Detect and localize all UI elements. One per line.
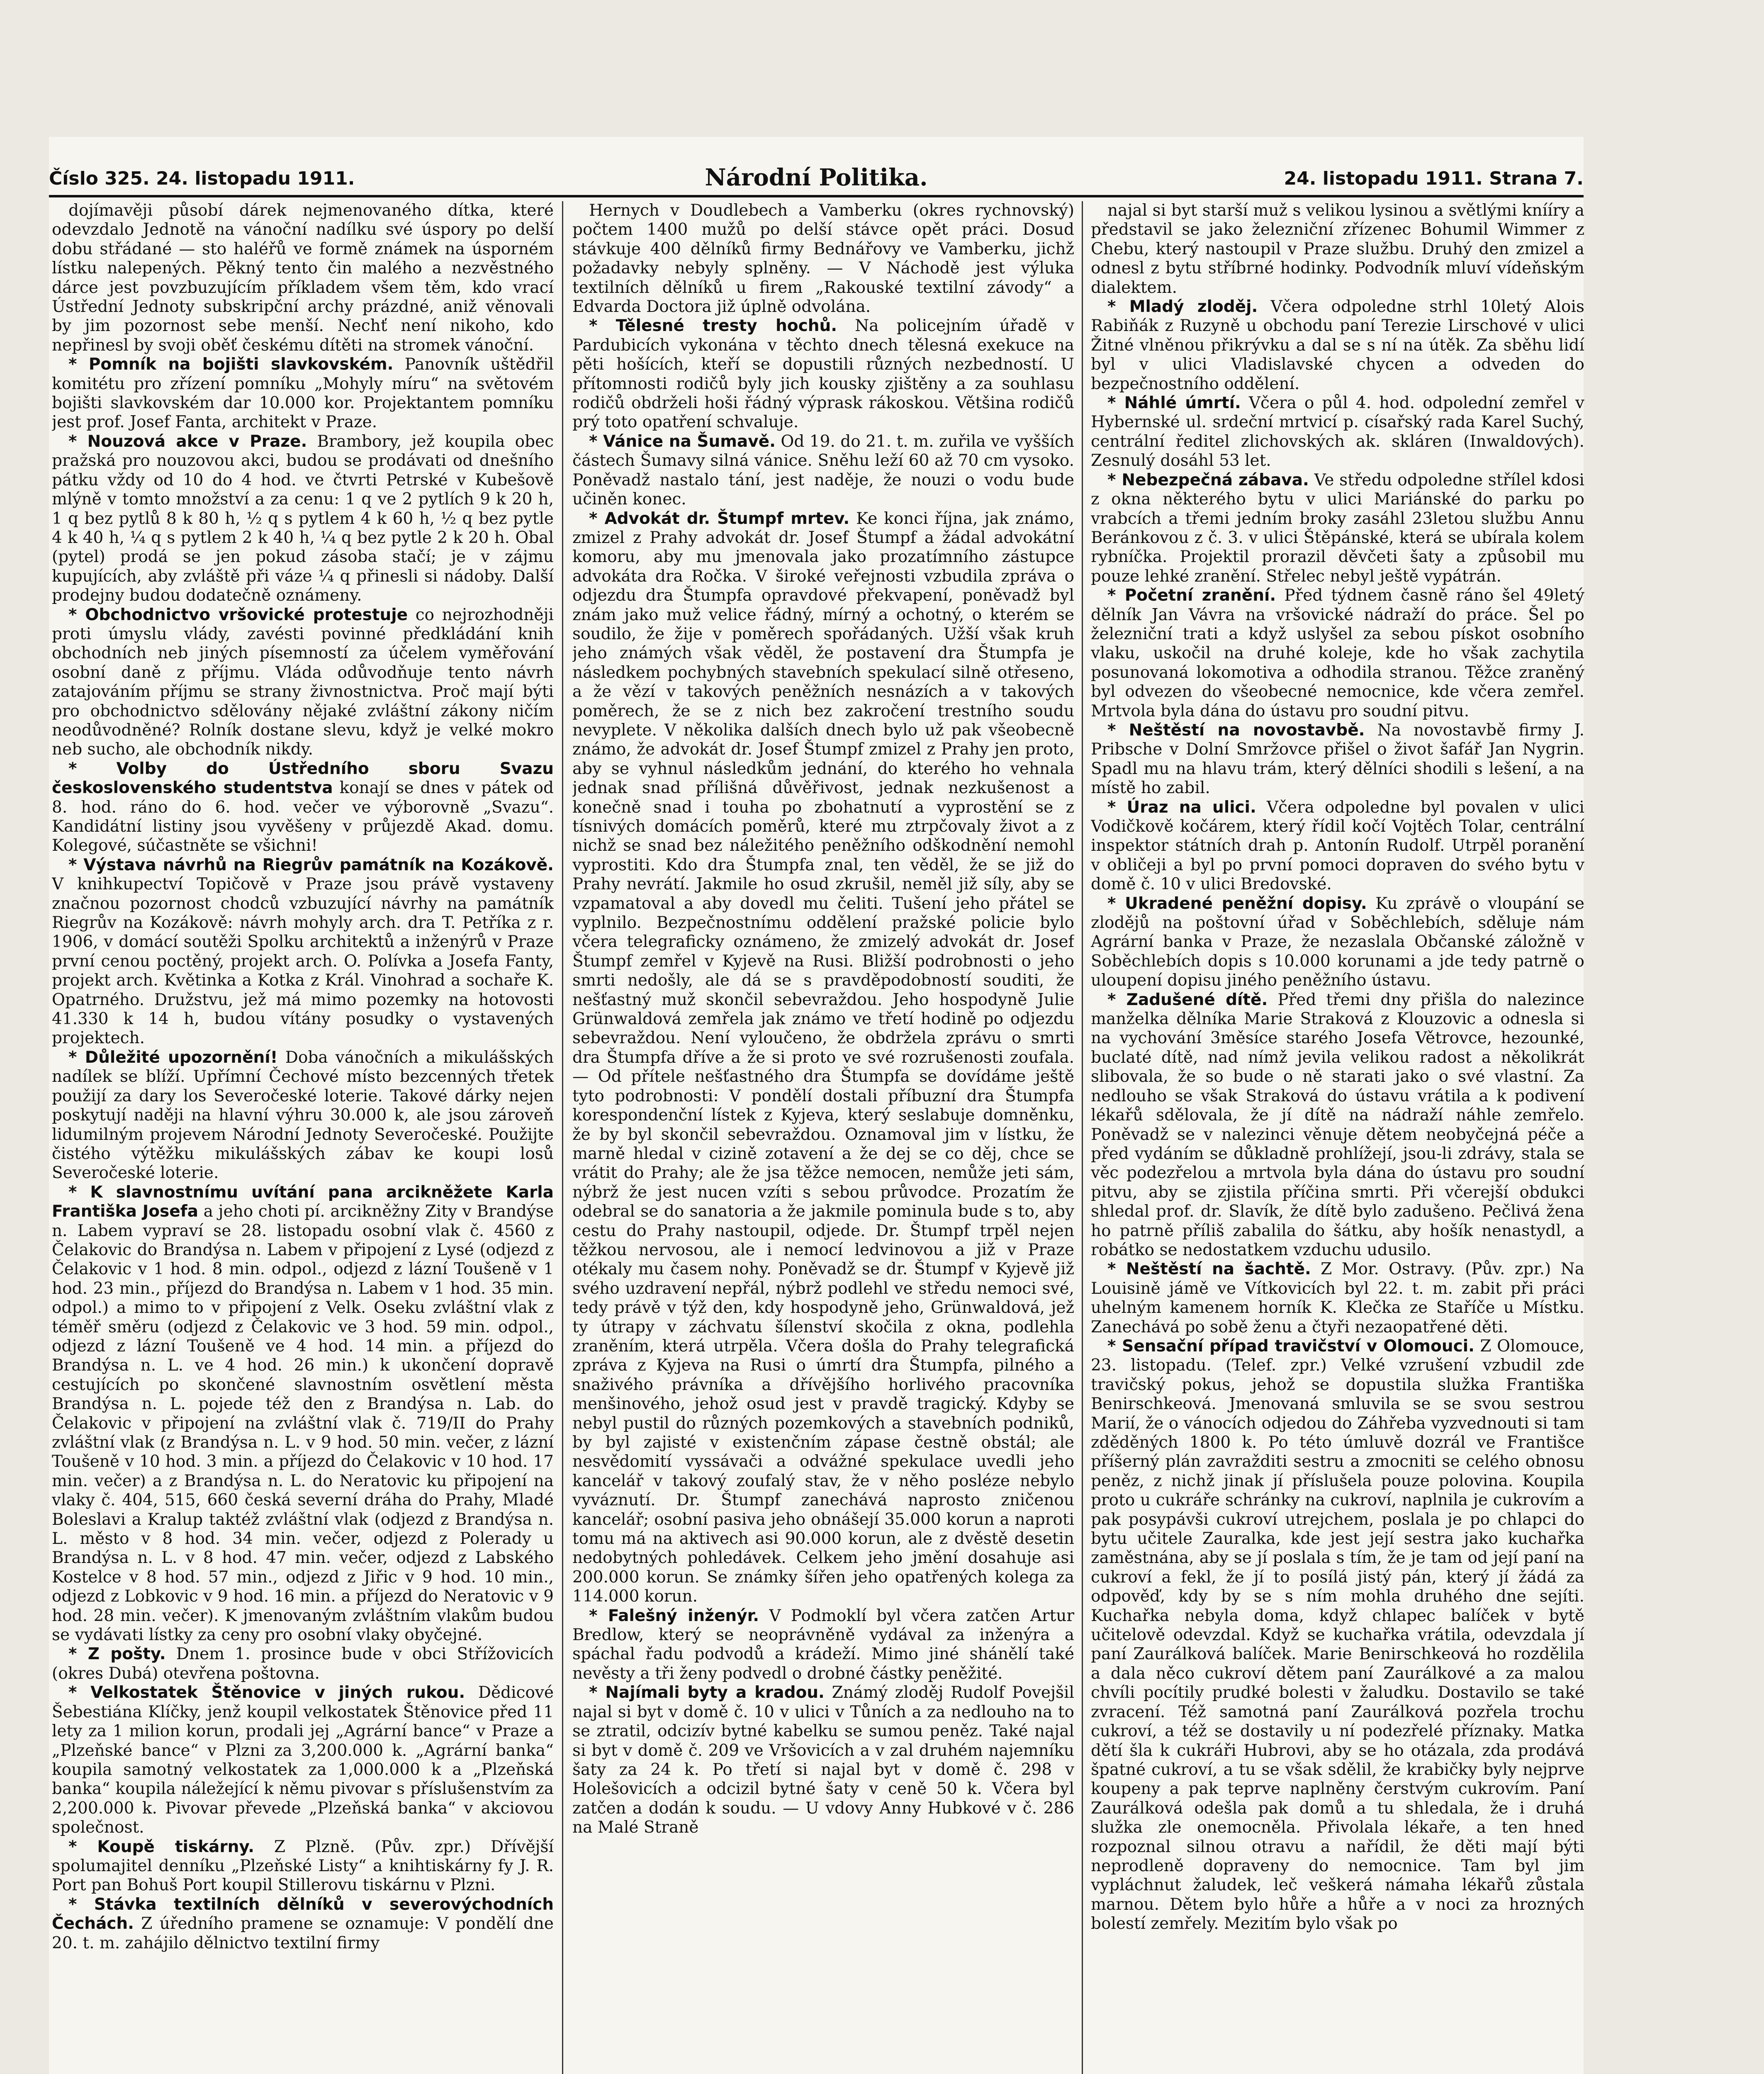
article-paragraph [1091, 894, 1584, 991]
article-text: Doba vánočních a mikulášských nadílek se blíží. Upřímní Čechové místo bezcenných třetek použijí za dary los Severočeské loterie. Takové dárky nejen poskytují naději na hlavní výhru 30.000 k, ale jsou zároveň lidumilným projevem Národní Jednoty Severočeské. Použijte čistého výtěžku mikulášských zábav ke koupi losů Severočeské loterie. [52, 1048, 554, 1183]
article-text: Dnem 1. prosince bude v obci Střížovicích (okres Dubá) otevřena poštovna. [52, 1645, 554, 1683]
article-paragraph [572, 1683, 1074, 1837]
column-divider [1082, 201, 1083, 2074]
article-heading: * Nebezpečná zábava. [1107, 470, 1309, 489]
article-text: V knihkupectví Topičově v Praze jsou právě vystaveny značnou pozornost chodců vzbuzující návrhy na památník Riegrův na Kozákově: návrh mohyly arch. dra T. Petříka z r. 1906, v domácí soutěži Spolku architektů a inženýrů v Praze první cenou poctěný, projekt arch. O. Polívka a Josefa Fanty, projekt arch. Květinka a Kotka z Král. Vinohrad a sochaře K. Opatrného. Družstvu, jež má mimo pozemky na hotovosti 41.330 k 14 h, budou vítány posudky o vystavených projektech. [52, 875, 554, 1048]
article-heading: * Mladý zloděj. [1107, 297, 1258, 316]
article-text: Ve středu odpoledne střílel kdosi z okna některého bytu v ulici Mariánské do parku po vrabcích a třemi jedním broky zasáhl 23letou službu Annu Beránkovou z č. 3. v ulici Štěpánské, která se ubírala kolem rybníčka. Projektil prorazil děvčeti šaty a způsobil mu pouze lehké zranění. Střelec nebyl ještě vypátrán. [1091, 470, 1584, 586]
article-paragraph [572, 509, 1074, 1607]
article-text: Včera odpoledne strhl 10letý Alois Rabiňák z Ruzyně u obchodu paní Terezie Lirschové v ulici Žitné vlněnou přikrývku a dal se s ní na útěk. Za sběhu lidí byl v ulici Vladislavské chycen a odveden do bezpečnostního oddělení. [1091, 297, 1584, 393]
article-heading: * Nouzová akce v Praze. [68, 432, 307, 451]
article-text: Z Plzně. (Pův. zpr.) Dřívější spolumajitel denníku „Plzeňské Listy“ a knihtiskárny fy J. R. Port pan Bohuš Port koupil Stillerovu tiskárnu v Plzni. [52, 1837, 554, 1895]
article-heading: * Tělesné tresty hochů. [589, 316, 837, 336]
article-text: a jeho choti pí. arcikněžny Zity v Brandýse n. Labem vypraví se 28. listopadu osobní vlak č. 4560 z Čelakovic do Brandýsa n. Labem v připojení z Lysé (odjezd z Čelakovic v 1 hod. 8 min. odpol., odjezd z lázní Toušeně v 1 hod. 23 min., příjezd do Brandýsa n. Labem v 1 hod. 35 min. odpol.) a mimo to v připojení z Velk. Oseku zvláštní vlak z téměř směru (odjezd z Čelakovic ve 3 hod. 59 min. odpol., odjezd z lázní Toušeně ve 4 hod. 14 min. a příjezd do Brandýsa n. L. ve 4 hod. 26 min.) k ukončení dopravě cestujících po skončené slavnostním osvětlení města Brandýsa n. L. pojede též den z Brandýsa n. Lab. do Čelakovic v připojení na zvláštní vlak č. 719/II do Prahy zvláštní vlak (z Brandýsa n. L. v 9 hod. 50 min. večer, z lázní Toušeně v 10 hod. 3 min. a příjezd do Čelakovic v 10 hod. 17 min. večer) a z Brandýsa n. L. do Neratovic ku připojení na vlaky č. 404, 515, 660 česká severní dráha do Prahy, Mladé Boleslavi a Kralup taktéž zvláštní vlak (odjezd z Brandýsa n. L. město v 8 hod. 34 min. večer, odjezd z Polerady u Brandýsa n. L. v 8 hod. 47 min. večer, odjezd z Labského Kostelce v 8 hod. 57 min., odjezd z Jiřic v 9 hod. 10 min., odjezd z Lobkovic v 9 hod. 16 min. a příjezd do Neratovic v 9 hod. 28 min. večer). K jmenovaným zvláštním vlakům budou se vydávati lístky za ceny pro osobní vlaky obyčejné. [52, 1202, 554, 1645]
article-paragraph [1091, 586, 1584, 721]
page-header [49, 164, 1584, 193]
article-heading: * Advokát dr. Štumpf mrtev. [589, 509, 850, 528]
article-text: Z Olomouce, 23. listopadu. (Telef. zpr.) Velké vzrušení vzbudil zde travičský pokus, jehož se dopustila služka Františka Benirschkeová. Jmenovaná smluvila se se svou sestrou Marií, že o vánocích odjedou do Záhřeba vyzvednouti si tam zděděných 1800 k. Po této úmluvě dozrál ve Františce příšerný plán zavražditi sestru a zmocniti se celého obnosu peněz, z nichž jinak jí příslušela pouze polovina. Koupila proto u cukráře schránky na cukroví, naplnila je cukrovím a pak posypávši cukroví utrejchem, poslala je po chlapci do bytu učitele Zauralka, kde jest její sestra jako kuchařka zaměstnána, aby se jí poslala s tím, že je tam od její paní na cukroví a fekl, že jí to posílá jistý pán, který jí žádá za odpověď, kdy by se s ním mohla druhého dne sejíti. Kuchařka nebyla doma, když chlapec balíček v bytě učitelově odevzdal. Když se kuchařka vrátila, odevzdala jí paní Zaurálková balíček. Marie Benirschkeová ho rozdělila a dala něco cukroví dětem paní Zaurálkové a za malou chvíli pocítily prudké bolesti v žaludku. Dostavilo se také zvracení. Též samotná paní Zaurálková pozřela trochu cukroví, a též se dostavily u ní podezřelé příznaky. Matka dětí šla k cukráři Hubrovi, aby se ho otázala, zda prodává špatné cukroví, a tu se však sdělil, že krabičky byly nejprve koupeny a pak teprve naplněny čerstvým cukrovím. Paní Zaurálková odešla pak domů a tu shledala, že i druhá služka zle onemocněla. Přivolala lékaře, a ten hned rozpoznal silnou otravu a nařídil, že děti mají býti neprodleně dopraveny do nemocnice. Tam byl jim vypláchnut žaludek, leč veškerá námaha lékařů zůstala marnou. Dětem bylo hůře a hůře a v noci za hrozných bolestí zemřely. Mezitím bylo však po [1091, 1336, 1584, 1933]
article-paragraph [572, 1607, 1074, 1684]
article-text: Hernych v Doudlebech a Vamberku (okres rychnovský) počtem 1400 mužů po delší stávce opět práci. Dosud stávkuje 400 dělníků firmy Bednářovy ve Vamberku, jichž požadavky nebyly splněny. — V Náchodě jest výluka textilních dělníků u firem „Rakouské textilní závody“ a Edvarda Doctora již úplně odvolána. [572, 201, 1074, 316]
article-text: Na policejním úřadě v Pardubicích vykonána v těchto dnech tělesná exekuce na pěti hošících, kteří se dopustili různých nezbedností. U přítomnosti rodičů byly jich kousky zjištěny a za souhlasu rodičů obdrželi hoši řádný výprask rákoskou. Většina rodičů prý toto opatření schvaluje. [572, 316, 1074, 432]
header-masthead: Národní Politika. [705, 164, 928, 191]
article-paragraph [1091, 798, 1584, 894]
article-text: co nejrozhodněji proti úmyslu vlády, zavésti povinné předkládání knih obchodních neb jiných písemností za účelem vyměřování osobní daně z příjmu. Vláda odůvodňuje tento návrh zatajováním příjmu se strany živnostnictva. Proč mají býti pro obchodnictvo sdělovány nějaké zvláštní zákony ničím neodůvodněné? Rolník dostane slevu, když je velké mokro neb sucho, ale obchodník nikdy. [52, 605, 554, 759]
article-heading: * Sensační případ travičství v Olomouci. [1107, 1336, 1474, 1356]
article-paragraph [52, 1838, 554, 1895]
article-paragraph [52, 1683, 554, 1837]
article-heading: * Náhlé úmrtí. [1107, 394, 1241, 413]
header-issue: Číslo 325. 24. listopadu 1911. [49, 168, 355, 189]
article-paragraph [1091, 1337, 1584, 1934]
article-paragraph [52, 606, 554, 759]
article-text: Panovník uštědřil komitétu pro zřízení pomníku „Mohyly míru“ na světovém bojišti slavkovském dar 10.000 kor. Projektantem pomníku jest prof. Josef Fanta, architekt v Praze. [52, 355, 554, 432]
article-heading: * Pomník na bojišti slavkovském. [68, 355, 394, 374]
column-3 [1091, 201, 1584, 2074]
article-text: Dědicové Šebestiána Klíčky, jenž koupil velkostatek Štěnovice před 11 lety za 1 milion korun, prodali jej „Agrární bance“ v Praze a „Plzeňské bance“ v Plzni za 3,200.000 k. „Agrární banka“ koupila samotný velkostatek za 1,000.000 k a „Plzeňská banka“ koupila náležející k němu pivovar s příslušenstvím za 2,200.000 k. Pivovar převede „Plzeňská banka“ v akciovou společnost. [52, 1683, 554, 1837]
article-paragraph [52, 1048, 554, 1183]
article-paragraph [52, 1183, 554, 1645]
article-text: Známý zloděj Rudolf Povejšil najal si byt v domě č. 10 v ulici v Tůních a za nedlouho na to se ztratil, odcizív bytné kabelku se sumou peněz. Také najal si byt v domě č. 209 ve Vršovicích a v zal druhém najemníku šaty za 24 k. Po třetí si najal byt v domě č. 298 v Holešovicích a odcizil bytné šaty v ceně 50 k. Včera byl zatčen a dodán k soudu. — U vdovy Anny Hubkové v č. 286 na Malé Straně [572, 1683, 1074, 1837]
article-heading: * Neštěstí na novostavbě. [1107, 721, 1365, 740]
header-rule [49, 195, 1584, 197]
article-heading: * Důležité upozornění! [68, 1048, 278, 1067]
article-paragraph [1091, 721, 1584, 798]
article-paragraph [52, 1895, 554, 1953]
article-heading: * Zadušené dítě. [1107, 990, 1268, 1009]
column-1 [52, 201, 554, 2074]
article-heading: * Volby do Ústředního sboru Svazu československého studentstva [52, 759, 554, 798]
article-paragraph [1091, 297, 1584, 394]
column-2 [572, 201, 1074, 2074]
article-paragraph [52, 1645, 554, 1683]
article-heading: * Falešný inženýr. [589, 1606, 759, 1625]
article-heading: * Velkostatek Štěnovice v jiných rukou. [68, 1683, 465, 1702]
article-text: dojímavěji působí dárek nejmenovaného dítka, které odevzdalo Jednotě na vánoční nadílku své úspory po delší dobu střádané — sto haléřů ve formě známek na úsporném lístku nalepených. Pěkný tento čin malého a nezvěstného dárce jest povzbuzujícím příkladem všem těm, kdo vrací Ústřední Jednoty subskripční archy prázdné, aniž věnovali by jim pozornost sebe menší. Nechť není nikoho, kdo nepřinesl by svoji oběť českému dítěti na stromek vánoční. [52, 201, 554, 355]
article-paragraph [1091, 471, 1584, 586]
article-paragraph [52, 355, 554, 432]
article-paragraph [572, 316, 1074, 432]
article-text: konají se dnes v pátek od 8. hod. ráno do 6. hod. večer ve výborovně „Svazu“. Kandidátní listiny jsou vyvěšeny v průjezdě Akad. domu. Kolegové, súčastněte se všichni! [52, 779, 554, 855]
article-text: Brambory, jež koupila obec pražská pro nouzovou akci, budou se prodávati od dnešního pátku vždy od 10 do 4 hod. ve čtvrti Petrské v Kubešově mlýně v tomto množství a za cenu: 1 q ve 2 pytlích 9 k 20 h, 1 q bez pytlů 8 k 80 h, ½ q s pytlem 4 k 60 h, ½ q bez pytle 4 k 40 h, ¼ q s pytlem 2 k 40 h, ¼ q bez pytle 2 k 20 h. Obal (pytel) prodá se jen pokud zásoba stačí; je v zájmu kupujících, aby zvláště při váze ¼ q přinesli si nádoby. Další prodejny budou dodatečně oznámeny. [52, 432, 554, 605]
article-text: Před třemi dny přišla do nalezince manželka dělníka Marie Straková z Klouzovic a odnesla si na vychování 3měsíce starého Josefa Větrovce, hezounké, buclaté dítě, nad nímž jevila velikou radost a několikrát slibovala, že so bude o ně starati jako o své vlastní. Za nedlouho se však Straková do ústavu vrátila a k podivení lékařů sdělovala, že jí dítě na nádraží náhle zemřelo. Poněvadž se v nalezinci věnuje dětem neobyčejná péče a před vydáním se důkladně prohlížejí, jsou-li zdrávy, stala se věc podezřelou a mrtvola byla dána do ústavu pro soudní pitvu, aby se zjistila příčina smrti. Při včerejší obdukci shledal prof. dr. Slavík, že dítě bylo zadušeno. Pečlivá žena ho patrně příliš zabalila do šátku, aby hošík nenastydl, a robátko se nedostatkem vzduchu udusilo. [1091, 990, 1584, 1259]
article-heading: * Z pošty. [68, 1645, 166, 1664]
article-text: najal si byt starší muž s velikou lysinou a světlými knííry a představil se jako železniční zřízenec Bohumil Wimmer z Chebu, který nastoupil v Praze službu. Druhý den zmizel a odnesl z bytu stříbrné hodinky. Podvodník mluví vídeňským dialektem. [1091, 201, 1584, 297]
column-divider [562, 201, 563, 2074]
article-paragraph [1091, 1260, 1584, 1337]
article-heading: * Ukradené peněžní dopisy. [1107, 894, 1367, 913]
article-paragraph [52, 856, 554, 1048]
article-heading: * Stávka textilních dělníků v severovýchodních Čechách. [52, 1895, 554, 1933]
article-text: Na novostavbě firmy J. Pribsche v Dolní Smržovce přišel o život šafář Jan Nygrin. Spadl mu na hlavu trám, který dělníci shodili s lešení, a na místě ho zabil. [1091, 721, 1584, 798]
article-text: V Podmoklí byl včera zatčen Artur Bredlow, který se neoprávněně vydával za inženýra a spáchal řadu podvodů a krádeží. Mimo jiné shánělí také nevěsty a tři ženy podvedl o drobné částky peněžité. [572, 1606, 1074, 1683]
article-heading: * Úraz na ulici. [1107, 798, 1256, 817]
article-text: Před týdnem časně ráno šel 49letý dělník Jan Vávra na vršovické nádraží do práce. Šel po železniční trati a když uslyšel za sebou pískot osobního vlaku, uskočil na druhé koleje, kde ho však zachytila posunovaná lokomotiva a odhodila stranou. Těžce zraněný byl odvezen do všeobecné nemocnice, kde včera zemřel. Mrtvola byla dána do ústavu pro soudní pitvu. [1091, 586, 1584, 721]
article-paragraph [1091, 394, 1584, 471]
article-paragraph [52, 759, 554, 856]
article-text: Ke konci října, jak známo, zmizel z Prahy advokát dr. Josef Štumpf a žádal advokátní komoru, aby mu jmenovala jako prozatímního zástupce advokáta dra Ročka. V široké veřejnosti vzbudila zpráva o odjezdu dra Štumpfa opravdové překvapení, poněvadž byl znám jako muž velice řádný, mírný a ochotný, o kterém se soudilo, že žije v poměrech spořádaných. Užší však kruh jeho známých však věděl, že postavení dra Štumpfa je následkem pochybných stavebních spekulací silně otřeseno, a že vězí v takových peněžních nesnázích a v takových poměrech, že se z nich bez zakročení trestního soudu nevyplete. V několika dalších dnech bylo už pak všeobecně známo, že advokát dr. Josef Štumpf zmizel z Prahy jen proto, aby se vyhnul následkům jednání, do kterého ho vehnala jednak snad přílišná důvěřivost, jednak nezkušenost a konečně snad i touha po zbohatnutí a vyprostění se z tísnivých domácích poměrů, které mu ztrpčovaly život a z nichž se snad bez náležitého peněžního odškodnění nemohl vyprostiti. Kdo dra Štumpfa znal, ten věděl, že se již do Prahy nevrátí. Jakmile ho osud zkrušil, neměl již síly, aby se vzpamatoval a aby dovedl mu čeliti. Tušení jeho přátel se vyplnilo. Bezpečnostnímu oddělení pražské policie bylo včera telegraficky oznámeno, že zmizelý advokát dr. Josef Štumpf zemřel v Kyjevě na Rusi. Bližší podrobnosti o jeho smrti nedošly, ale dá se s pravděpodobností souditi, že nešťastný muž skončil sebevraždou. Jeho hospodyně Julie Grünwaldová zemřela jak známo ve třetí hodině po odjezdu sebevraždou. Není vyloučeno, že obdržela zprávu o smrti dra Štumpfa dříve a že si proto ve své rozrušenosti zoufala. — Od přítele nešťastného dra Štumpfa se dovídáme ještě tyto podrobnosti: V pondělí dostali příbuzní dra Štumpfa korespondenční lístek z Kyjeva, který seslabuje domněnku, že by byl skončil sebevraždou. Oznamoval jim v lístku, že marně hledal v cizině zotavení a že dej se co děj, chce se vrátit do Prahy; ale že jsa těžce nemocen, nemůže jeti sám, nýbrž že jest nucen vzíti s sebou průvodce. Prozatím že odebral se do sanatoria a že jakmile pominula bude s to, aby cestu do Prahy nastoupil, odjede. Dr. Štumpf trpěl nejen těžkou nervosou, ale i nemocí ledvinovou a již v Praze otékaly mu časem nohy. Poněvadž se dr. Štumpf v Kyjevě již svého uzdravení nepřál, nýbrž podlehl ve středu nemoci své, tedy právě v týž den, kdy hospodyně jeho, Grünwaldová, jež ty útrapy v záchvatu šílenství skočila z okna, podlehla zraněním, která utrpěla. Včera došla do Prahy telegrafická zpráva z Kyjeva na Rusi o úmrtí dra Štumpfa, pilného a snaživého právníka a dřívějšího horlivého pracovníka menšinového, jehož osud jest v pravdě tragický. Kdyby se nebyl pustil do různých pozemkových a stavebních podniků, by byl zajisté v existenčním zápase čestně obstál; ale nesvědomití vyssávači a odvážné spekulace uvedli jeho kancelář v takový zoufalý stav, že v něho posléze nebylo vyváznutí. Dr. Štumpf zanechává naprosto zničenou kancelář; osobní pasiva jeho obnášejí 35.000 korun a naproti tomu má na aktivech asi 90.000 korun, ale z dvěstě desetin nedobytných pohledávek. Celkem jeho jmění dosahuje asi 200.000 korun. Se známky šířen jeho opatřených kolega za 114.000 korun. [572, 509, 1074, 1606]
header-page-number: 24. listopadu 1911. Strana 7. [1284, 168, 1584, 189]
article-text: Ku zprávě o vloupání se zlodějů na poštovní úřad v Soběchlebích, sděluje nám Agrární banka v Praze, že nezaslala Občanské záložně v Soběchlebích dopis s 10.000 korunami a jde tedy patrně o uloupení dopisu jiného peněžního ústavu. [1091, 894, 1584, 990]
article-heading: * Obchodnictvo vršovické protestuje [68, 605, 408, 624]
article-text: Z Mor. Ostravy. (Pův. zpr.) Na Louisině jámě ve Vítkovicích byl 22. t. m. zabit při práci uhelným kamenem horník K. Klečka ze Staříče u Místku. Zanechává po sobě ženu a čtyři nezaopatřené děti. [1091, 1260, 1584, 1336]
article-paragraph [1091, 201, 1584, 297]
article-heading: * Výstava návrhů na Riegrův památník na Kozákově. [68, 855, 554, 874]
article-paragraph [572, 201, 1074, 316]
article-heading: * K slavnostnímu uvítání pana arcikněžete Karla Františka Josefa [52, 1183, 554, 1221]
article-paragraph [52, 201, 554, 355]
article-text: Z úředního pramene se oznamuje: V pondělí dne 20. t. m. zahájilo dělnictvo textilní firmy [52, 1914, 554, 1952]
article-heading: * Neštěstí na šachtě. [1107, 1260, 1311, 1279]
article-heading: * Najímali byty a kradou. [589, 1683, 825, 1702]
article-heading: * Koupě tiskárny. [68, 1837, 254, 1856]
article-paragraph [1091, 991, 1584, 1260]
article-text: Včera odpoledne byl povalen v ulici Vodičkově kočárem, který řídil kočí Vojtěch Tolar, centrální inspektor státních drah p. Antonín Rudolf. Utrpěl poranění v obličeji a byl po první pomoci dopraven do svého bytu v domě č. 10 v ulici Bredovské. [1091, 798, 1584, 894]
article-text: Od 19. do 21. t. m. zuřila ve vyšších částech Šumavy silná vánice. Sněhu leží 60 až 70 cm vysoko. Poněvadž nastalo tání, jest naděje, že nouzi o vodu bude učiněn konec. [572, 432, 1074, 509]
article-paragraph [572, 432, 1074, 509]
article-text: Včera o půl 4. hod. odpolední zemřel v Hybernské ul. srdeční mrtvicí p. císařský rada Karel Suchý, centrální ředitel zlichovských ak. skláren (Inwaldových). Zesnulý dosáhl 53 let. [1091, 394, 1584, 470]
article-heading: * Početní zranění. [1107, 586, 1276, 605]
article-heading: * Vánice na Šumavě. [589, 432, 776, 451]
article-paragraph [52, 432, 554, 606]
